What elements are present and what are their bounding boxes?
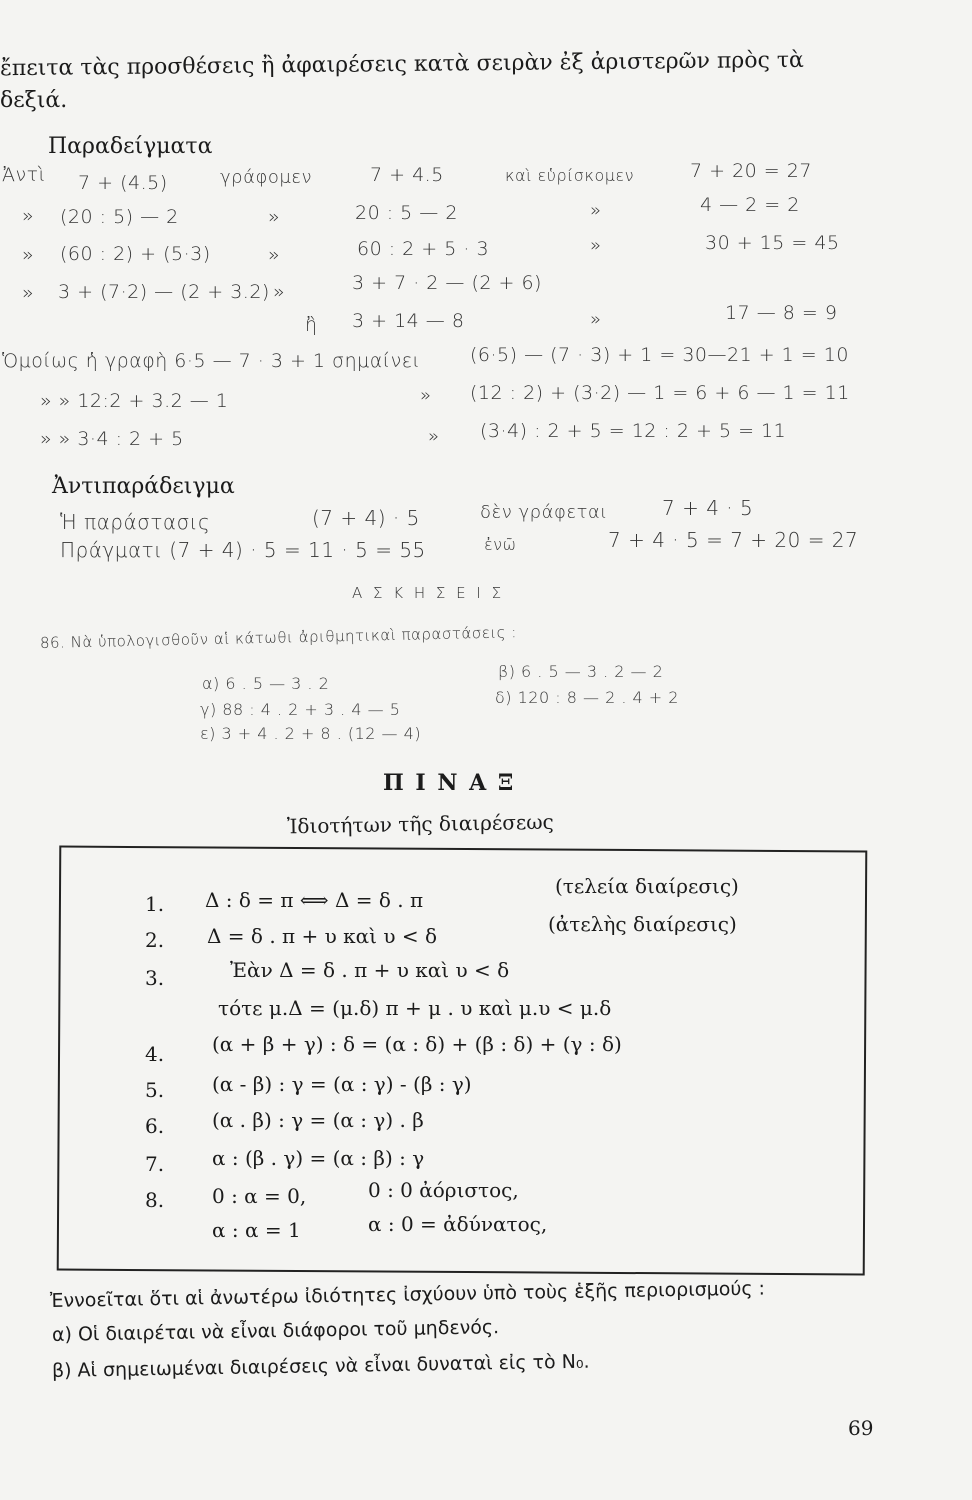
- counter-line-1c: δὲν γράφεται: [480, 502, 608, 523]
- example-row-4-b: 3 + (7·2) — (2 + 3.2): [58, 281, 270, 303]
- example-row-1-d: 7 + 4.5: [370, 164, 444, 186]
- property-6-expr: (α . β) : γ = (α : γ) . β: [212, 1108, 424, 1132]
- intro-line-2: δεξιά.: [0, 88, 68, 113]
- example-row-5-e: »: [590, 309, 602, 330]
- example-row-2-d: 20 : 5 — 2: [355, 202, 458, 224]
- property-2-note: (ἀτελὴς διαίρεσις): [548, 912, 737, 936]
- counter-line-1b: (7 + 4) · 5: [312, 506, 420, 530]
- example-row-5-f: 17 — 8 = 9: [725, 302, 838, 324]
- property-1-number: 1.: [145, 892, 165, 916]
- property-6-number: 6.: [145, 1114, 165, 1138]
- example-row-2-e: »: [590, 200, 602, 221]
- property-3-number: 3.: [145, 966, 165, 990]
- example-row-2-b: (20 : 5) — 2: [60, 206, 179, 228]
- example-row-3-f: 30 + 15 = 45: [705, 232, 840, 254]
- example-row-3-d: 60 : 2 + 5 · 3: [357, 238, 490, 260]
- example-row-1-b: 7 + (4.5): [78, 172, 168, 194]
- property-5-expr: (α - β) : γ = (α : γ) - (β : γ): [212, 1072, 472, 1096]
- similar-1-b: (6·5) — (7 · 3) + 1 = 30—21 + 1 = 10: [470, 344, 849, 366]
- exercise-b: β) 6 . 5 — 3 . 2 — 2: [498, 662, 664, 681]
- exercise-c: γ) 88 : 4 . 2 + 3 . 4 — 5: [200, 700, 401, 719]
- property-8-expr: 0 : α = 0,: [212, 1184, 307, 1208]
- similar-1-a: Ὁμοίως ἡ γραφὴ 6·5 — 7 · 3 + 1 σημαίνει: [2, 350, 421, 372]
- example-row-3-e: »: [590, 235, 602, 256]
- counter-line-2b: ἐνῶ: [484, 535, 517, 554]
- property-3-then: τότε μ.Δ = (μ.δ) π + μ . υ καὶ μ.υ < μ.δ: [218, 996, 612, 1020]
- exercise-e: ε) 3 + 4 . 2 + 8 . (12 — 4): [200, 724, 422, 743]
- counter-line-1a: Ἡ παράστασις: [60, 510, 211, 534]
- counter-line-2a: Πράγματι (7 + 4) · 5 = 11 · 5 = 55: [60, 538, 426, 562]
- example-row-5-c: ἢ: [305, 314, 318, 336]
- footer-line-1: Ἐννοεῖται ὅτι αἱ ἀνωτέρω ἰδιότητες ἰσχύουν ὑπὸ τοὺς ἑξῆς περιορισμούς :: [49, 1277, 766, 1312]
- examples-heading: Παραδείγματα: [48, 134, 213, 159]
- example-row-2-f: 4 — 2 = 2: [700, 194, 800, 216]
- similar-3-b: (3·4) : 2 + 5 = 12 : 2 + 5 = 11: [480, 420, 787, 442]
- example-row-4-c: »: [273, 281, 286, 303]
- example-row-4-a: »: [22, 282, 35, 304]
- counter-line-2c: 7 + 4 · 5 = 7 + 20 = 27: [608, 528, 859, 552]
- example-row-1-e: καὶ εὑρίσκομεν: [505, 166, 634, 185]
- example-row-3-a: »: [22, 244, 35, 266]
- similar-2-a2: »: [420, 385, 432, 406]
- table-subtitle: Ἰδιοτήτων τῆς διαιρέσεως: [286, 809, 554, 839]
- example-row-5-d: 3 + 14 — 8: [352, 310, 465, 332]
- example-row-3-b: (60 : 2) + (5·3): [60, 243, 211, 265]
- property-2-number: 2.: [145, 928, 165, 952]
- counter-line-1d: 7 + 4 · 5: [662, 496, 754, 520]
- example-row-1-f: 7 + 20 = 27: [690, 160, 812, 182]
- property-1-note: (τελεία διαίρεσις): [555, 874, 739, 898]
- similar-3-a2: »: [428, 426, 440, 447]
- similar-2-a: » » 12:2 + 3.2 — 1: [40, 390, 229, 412]
- property-8-number: 8.: [145, 1188, 165, 1212]
- property-7-expr: α : (β . γ) = (α : β) : γ: [212, 1146, 425, 1170]
- example-row-1-c: γράφομεν: [220, 167, 313, 188]
- similar-2-b: (12 : 2) + (3·2) — 1 = 6 + 6 — 1 = 11: [470, 382, 850, 404]
- similar-3-a: » » 3·4 : 2 + 5: [40, 428, 184, 450]
- page-number: 69: [848, 1416, 874, 1440]
- property-1-expr: Δ : δ = π ⟺ Δ = δ . π: [205, 888, 424, 912]
- exercises-heading: Α Σ Κ Η Σ Ε Ι Σ: [352, 584, 505, 602]
- example-row-1-a: Ἀντὶ: [2, 164, 46, 186]
- example-row-2-a: »: [22, 205, 35, 227]
- table-title: Π Ι Ν Α Ξ: [383, 770, 516, 796]
- footer-line-3: β) Αἱ σημειωμέναι διαιρέσεις νὰ εἶναι δυναταὶ εἰς τὸ N₀.: [51, 1350, 590, 1382]
- property-2-expr: Δ = δ . π + υ καὶ υ < δ: [207, 924, 438, 948]
- example-row-2-c: »: [268, 206, 281, 228]
- property-4-expr: (α + β + γ) : δ = (α : δ) + (β : δ) + (γ : δ): [212, 1032, 622, 1056]
- exercise-a: α) 6 . 5 — 3 . 2: [202, 674, 330, 693]
- exercise-86-prompt: 86. Νὰ ὑπολογισθοῦν αἱ κάτωθι ἀριθμητικαὶ παραστάσεις :: [39, 623, 518, 652]
- property-7-number: 7.: [145, 1152, 165, 1176]
- intro-line-1: ἔπειτα τὰς προσθέσεις ἢ ἀφαιρέσεις κατὰ σειρὰν ἐξ ἀριστερῶν πρὸς τὰ: [0, 47, 804, 82]
- counter-heading: Ἀντιπαράδειγμα: [52, 474, 235, 499]
- footer-line-2: α) Οἱ διαιρέται νὰ εἶναι διάφοροι τοῦ μηδενός.: [51, 1316, 500, 1346]
- property-8-expr-2: α : α = 1: [212, 1218, 301, 1242]
- property-8-note: 0 : 0 ἀόριστος,: [368, 1178, 519, 1202]
- property-5-number: 5.: [145, 1078, 165, 1102]
- property-4-number: 4.: [145, 1042, 165, 1066]
- example-row-3-c: »: [268, 244, 281, 266]
- property-3-expr: Ἐὰν Δ = δ . π + υ καὶ υ < δ: [230, 958, 510, 982]
- example-row-4-d: 3 + 7 · 2 — (2 + 6): [352, 272, 542, 294]
- exercise-d: δ) 120 : 8 — 2 . 4 + 2: [495, 688, 679, 707]
- property-8-note-2: α : 0 = ἀδύνατος,: [368, 1212, 548, 1236]
- properties-box: [57, 846, 868, 1276]
